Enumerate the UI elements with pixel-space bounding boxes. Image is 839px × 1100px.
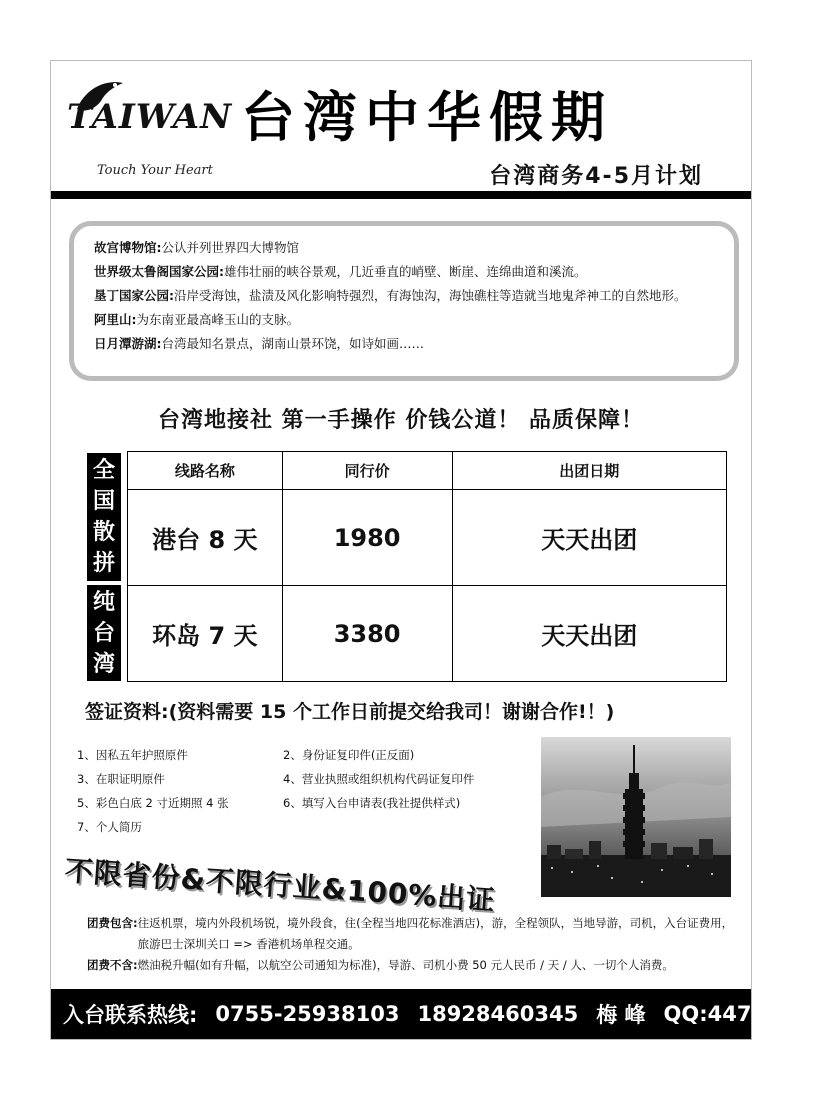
contact-qq[interactable]: QQ:447953262 <box>663 1002 839 1026</box>
requirement-item: 5、彩色白底 2 寸近期照 4 张 <box>77 796 229 810</box>
attraction-item <box>94 284 714 308</box>
table-row <box>128 586 727 682</box>
fee-excluded <box>87 955 737 976</box>
requirement-item: 6、填写入台申请表(我社提供样式) <box>283 796 461 810</box>
requirement-item: 4、营业执照或组织机构代码证复印件 <box>283 772 475 786</box>
header-price: 同行价 <box>282 452 452 490</box>
attraction-item <box>94 332 714 356</box>
cell-date: 天天出团 <box>452 490 727 586</box>
header-divider <box>51 191 751 199</box>
cell-route: 环岛 7 天 <box>128 586 283 682</box>
side-tag-pure-taiwan <box>87 585 121 681</box>
attraction-desc: 雄伟壮丽的峡谷景观，几近垂直的峭壁、断崖、连绵曲道和溪流。 <box>224 264 587 279</box>
taipei-101-photo <box>541 737 731 897</box>
fee-included <box>87 913 737 955</box>
attraction-name: 阿里山: <box>94 312 137 327</box>
attraction-name: 日月潭游湖: <box>94 336 162 351</box>
requirement-item: 1、因私五年护照原件 <box>77 748 188 762</box>
hotline-band <box>51 989 839 1039</box>
requirement-item: 2、身份证复印件(正反面) <box>283 748 415 762</box>
logo-tagline: Touch Your Heart <box>97 163 213 178</box>
fee-included-text: 往返机票，境内外段机场锐，境外段食，住(全程当地四花标准酒店)，游，全程领队，当地导游，司机，入台证费用，旅游巴士深圳关口 => 香港机场单程交通。 <box>137 916 734 951</box>
table-header-row <box>128 452 727 490</box>
attraction-name: 世界级太鲁阁国家公园: <box>94 264 224 279</box>
cell-price: 3380 <box>282 586 452 682</box>
flyer-sheet <box>50 60 839 1040</box>
requirement-item: 7、个人简历 <box>77 820 142 834</box>
attractions-box <box>69 221 739 381</box>
hotline-label: 入台联系热线: <box>63 1003 198 1027</box>
attraction-desc: 公认并列世界四大博物馆 <box>161 240 300 255</box>
hotline-mobile[interactable]: 18928460345 <box>417 1002 579 1026</box>
hotline-phone[interactable]: 0755-25938103 <box>215 1002 400 1026</box>
contact-name: 梅 峰 <box>596 1003 646 1027</box>
side-tag-nationwide <box>87 453 121 581</box>
cell-price: 1980 <box>282 490 452 586</box>
fee-included-label: 团费包含: <box>87 916 138 930</box>
page-title: 台湾中华假期 <box>241 86 613 149</box>
cell-route: 港台 8 天 <box>128 490 283 586</box>
price-table <box>127 451 727 682</box>
attraction-desc: 台湾最知名景点，湖南山景环饶，如诗如画…… <box>161 336 425 351</box>
header-route: 线路名称 <box>128 452 283 490</box>
visa-title: 签证资料:(资料需要 15 个工作日前提交给我司！谢谢合作!！) <box>85 701 615 723</box>
attraction-desc: 为东南亚最高峰玉山的支脉。 <box>136 312 300 327</box>
header-date: 出团日期 <box>452 452 727 490</box>
table-row <box>128 490 727 586</box>
attraction-name: 故宫博物馆: <box>94 240 162 255</box>
side-tag-text: 全国散拼 <box>92 458 115 576</box>
fee-excluded-text: 燃油税升幅(如有升幅，以航空公司通知为标准)，导游、司机小费 50 元人民币 / 天 / 人、一切个人消费。 <box>137 958 674 972</box>
requirement-item: 3、在职证明原件 <box>77 772 165 786</box>
cell-date: 天天出团 <box>452 586 727 682</box>
attraction-item <box>94 308 714 332</box>
attraction-name: 垦丁国家公园: <box>94 288 174 303</box>
logo-word: TAIWAN <box>67 97 233 137</box>
page-subtitle: 台湾商务4-5月计划 <box>489 164 703 189</box>
promo-banner: 不限省份&不限行业&100%出证 <box>63 854 497 918</box>
attraction-item <box>94 260 714 284</box>
taiwan-logo <box>67 79 233 189</box>
attraction-desc: 沿岸受海蚀，盐渍及风化影响特强烈，有海蚀沟，海蚀礁柱等造就当地鬼斧神工的自然地形。 <box>174 288 687 303</box>
fees-section <box>87 913 737 976</box>
side-tag-text: 纯台湾 <box>92 590 115 677</box>
attraction-item <box>94 236 714 260</box>
slogan: 台湾地接社 第一手操作 价钱公道！ 品质保障！ <box>158 408 644 433</box>
fee-excluded-label: 团费不含: <box>87 958 138 972</box>
